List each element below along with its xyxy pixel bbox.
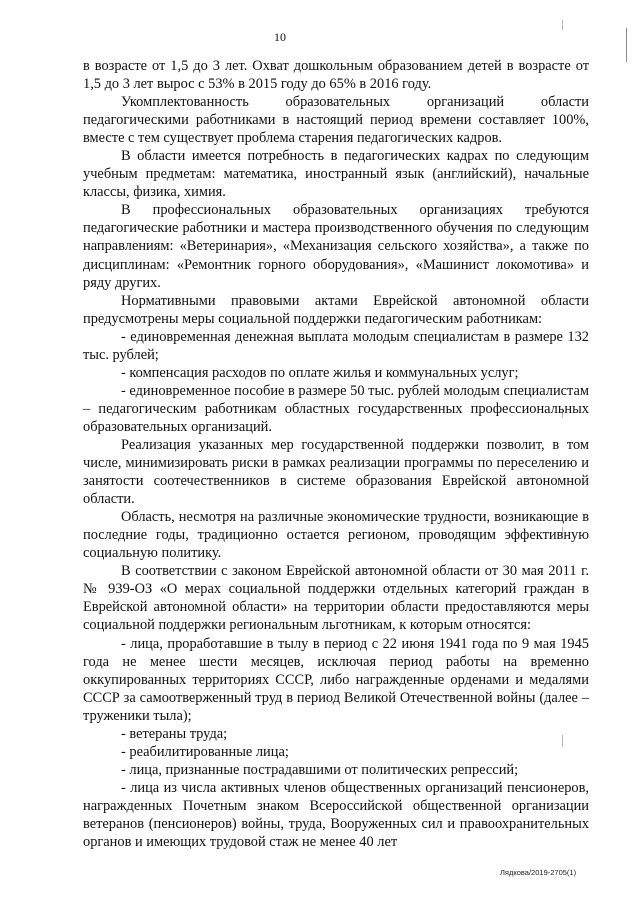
list-item: - лица, признанные пострадавшими от политических репрессий; <box>121 761 519 778</box>
paragraph: Область, несмотря на различные экономические трудности, возникающие в последние годы, традиционно остается регионом, проводящим эффективную социальную политику. <box>83 509 589 562</box>
scan-edge-mark <box>626 28 627 62</box>
scan-edge-mark <box>562 20 563 30</box>
paragraph: в возрасте от 1,5 до 3 лет. Охват дошкольным образованием детей в возрасте от 1,5 до 3 лет вырос с 53% в 2015 году до 65% в 2016 году. <box>83 58 589 93</box>
page-number: 10 <box>274 30 286 44</box>
list-item: - компенсация расходов по оплате жилья и коммунальных услуг; <box>121 364 519 381</box>
paragraph: Укомплектованность образовательных организаций области педагогическими работниками в настоящий период времени составляет 100%, вместе с тем существует проблема старения педагогических кадров. <box>83 94 589 147</box>
body-text <box>83 57 589 851</box>
footer-reference: Лядкова/2019-2705(1) <box>500 868 577 877</box>
paragraph: В области имеется потребность в педагогических кадрах по следующим учебным предметам: математика, иностранный язык (английский), начальные классы, физика, химия. <box>83 148 589 201</box>
list-item: - единовременное пособие в размере 50 тыс. рублей молодым специалистам – педагогическим работникам областных государственных профессиональных образовательных организаций. <box>83 382 589 435</box>
list-item: - ветераны труда; <box>121 725 228 742</box>
list-item: - реабилитированные лица; <box>121 743 289 760</box>
paragraph: В профессиональных образовательных организациях требуются педагогические работники и мастера производственного обучения по следующим направлениям: «Ветеринария», «Механизация сельского хозяйства», а также по дисциплинам: «Ремонтник горного оборудования», «Машинист локомотива» и ряду других. <box>83 202 589 291</box>
list-item: - лица, проработавшие в тылу в период с 22 июня 1941 года по 9 мая 1945 года не менее шести месяцев, исключая период работы на временно оккупированных территориях СССР, либо награжденные орденами и медалями СССР за самоотверженный труд в период Великой Отечественной войны (далее – труженики тыла); <box>83 635 589 724</box>
paragraph: Реализация указанных мер государственной поддержки позволит, в том числе, минимизировать риски в рамках реализации программы по переселению и занятости соотечественников в системе образования Еврейской автономной области. <box>83 436 589 508</box>
list-item: - лица из числа активных членов общественных организаций пенсионеров, награжденных Почетным знаком Всероссийской общественной организации ветеранов (пенсионеров) войны, труда, Вооруженных сил и правоохранительных органов и имеющих трудовой стаж не менее 40 лет <box>83 779 589 851</box>
paragraph: В соответствии с законом Еврейской автономной области от 30 мая 2011 г. № 939-ОЗ «О мерах социальной поддержки отдельных категорий граждан в Еврейской автономной области» на территории области предоставляются меры социальной поддержки региональным льготникам, к которым относятся: <box>83 563 589 634</box>
list-item: - единовременная денежная выплата молодым специалистам в размере 132 тыс. рублей; <box>83 328 589 363</box>
paragraph: Нормативными правовыми актами Еврейской автономной области предусмотрены меры социальной поддержки педагогическим работникам: <box>83 292 589 327</box>
